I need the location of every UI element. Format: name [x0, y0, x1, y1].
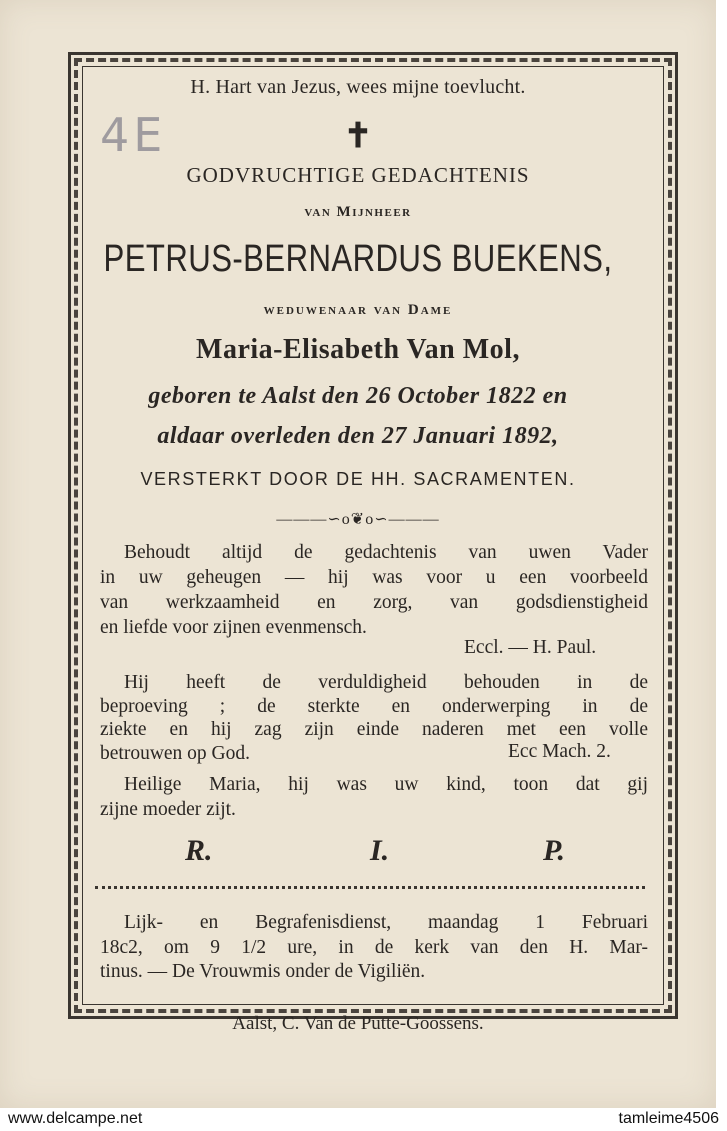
rip-letter-p: P. — [543, 834, 565, 867]
dotted-divider — [95, 886, 645, 889]
widower-line: weduwenaar van Dame — [263, 302, 453, 318]
printer-credit: Aalst, C. Van de Putte-Goossens. — [232, 1013, 484, 1034]
rip-letter-i: I. — [370, 834, 390, 867]
rip-letter-r: R. — [185, 834, 213, 867]
funeral-line-2: 18c2, om 9 1/2 ure, in de kerk van den H. Mar- — [100, 937, 648, 958]
verse1-line-3: van werkzaamheid en zorg, van godsdienstigheid — [100, 592, 648, 613]
verse2-line-4: betrouwen op God. — [100, 743, 251, 764]
verse1-line-1: Behoudt altijd de gedachtenis van uwen Vader — [124, 542, 648, 563]
wife-name: Maria-Elisabeth Van Mol, — [196, 334, 520, 365]
card-heading: GODVRUCHTIGE GEDACHTENIS — [186, 163, 530, 187]
verse2-line-3: ziekte en hij zag zijn einde naderen met een volle — [100, 719, 648, 740]
footer-site-link[interactable]: www.delcampe.net — [8, 1110, 143, 1127]
van-mijnheer-line: van Mijnheer — [304, 204, 412, 220]
verse3-line-2: zijne moeder zijt. — [100, 799, 236, 820]
watermark-footer — [0, 1108, 727, 1131]
death-line: aldaar overleden den 27 Januari 1892, — [157, 423, 559, 449]
verse1-source: Eccl. — H. Paul. — [464, 637, 597, 658]
verse2-line-2: beproeving ; de sterkte en onderwerping in de — [100, 696, 648, 717]
ornament-divider: ———∽o❦o∽——— — [276, 511, 440, 528]
pencil-annotation: 4E — [100, 108, 167, 162]
sacraments-line: VERSTERKT DOOR DE HH. SACRAMENTEN. — [140, 469, 576, 489]
verse2-line-1: Hij heeft de verduldigheid behouden in de — [124, 672, 648, 693]
invocation-line: H. Hart van Jezus, wees mijne toevlucht. — [190, 76, 526, 98]
funeral-line-1: Lijk- en Begrafenisdienst, maandag 1 Februari — [124, 912, 648, 933]
footer-seller-name: tamleime4506 — [618, 1110, 719, 1127]
verse1-line-4: en liefde voor zijnen evenmensch. — [100, 617, 367, 638]
verse3-line-1: Heilige Maria, hij was uw kind, toon dat gij — [124, 774, 648, 795]
verse1-line-2: in uw geheugen — hij was voor u een voorbeeld — [100, 567, 648, 588]
birth-line: geboren te Aalst den 26 October 1822 en — [148, 383, 568, 409]
funeral-line-3: tinus. — De Vrouwmis onder de Vigiliën. — [100, 961, 426, 982]
deceased-name: PETRUS-BERNARDUS BUEKENS, — [103, 238, 613, 280]
verse2-source: Ecc Mach. 2. — [508, 741, 611, 762]
cross-icon: ✝ — [343, 118, 373, 155]
